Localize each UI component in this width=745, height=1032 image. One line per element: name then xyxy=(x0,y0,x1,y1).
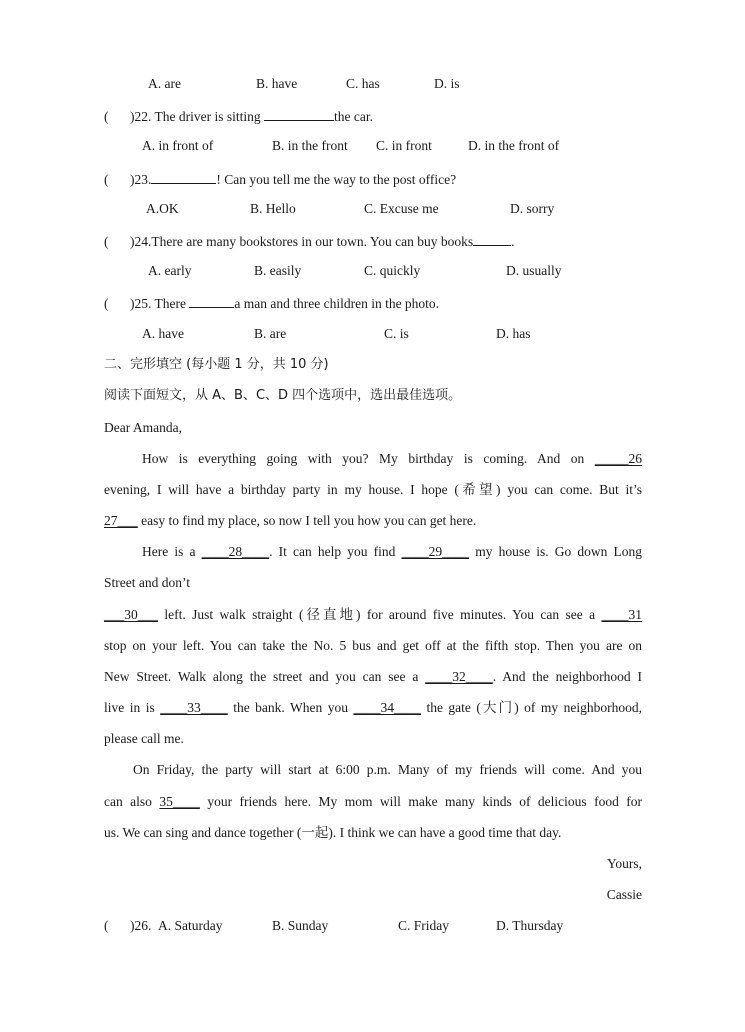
letter-signature: Cassie xyxy=(606,887,642,902)
q24-option-c: C. quickly xyxy=(364,263,421,278)
q22-option-d: D. in the front of xyxy=(468,138,560,153)
q24-option-d: D. usually xyxy=(506,263,562,278)
letter-p2-line7: please call me. xyxy=(104,731,184,746)
question-23 xyxy=(104,169,642,189)
answer-paren-close: ) xyxy=(130,234,135,249)
q21-option-d: D. is xyxy=(434,76,460,91)
answer-blank[interactable] xyxy=(264,106,334,121)
question-stem: There xyxy=(154,296,186,311)
question-stem: There are many bookstores in our town. You can buy books xyxy=(151,234,474,249)
blank-27[interactable]: 27___ xyxy=(104,513,138,528)
q26-option-d: D. Thursday xyxy=(496,918,564,933)
answer-paren-close: ) xyxy=(130,918,135,933)
q22-option-a: A. in front of xyxy=(142,138,214,153)
q22-option-b: B. in the front xyxy=(272,138,348,153)
q25-option-c: C. is xyxy=(384,326,409,341)
letter-p3-line1: On Friday, the party will start at 6:00 p.m. Many of my friends will come. And you xyxy=(133,762,642,777)
letter-greeting: Dear Amanda, xyxy=(104,420,182,435)
q23-option-d: D. sorry xyxy=(510,201,555,216)
blank-28[interactable]: ____28____ xyxy=(201,544,270,559)
letter-p1-line2: evening, I will have a birthday party in my house. I hope (希望) you can come. But it’s xyxy=(104,482,642,497)
q25-option-a: A. have xyxy=(142,326,184,341)
question-stem-end: a man and three children in the photo. xyxy=(234,296,440,311)
blank-33[interactable]: ____33____ xyxy=(160,700,228,715)
letter-p2-line3: ___30___ left. Just walk straight (径直地) for around five minutes. You can see a ____31 xyxy=(104,607,642,622)
blank-34[interactable]: ____34____ xyxy=(353,700,421,715)
question-22 xyxy=(104,106,642,126)
answer-blank[interactable] xyxy=(151,169,216,184)
letter-p3-line3: us. We can sing and dance together (一起). I think we can have a good time that day. xyxy=(104,825,562,840)
q26-option-c: C. Friday xyxy=(398,918,450,933)
q25-option-d: D. has xyxy=(496,326,531,341)
q24-option-a: A. early xyxy=(148,263,192,278)
letter-closing: Yours, xyxy=(606,856,642,871)
question-number: 22. xyxy=(134,109,152,124)
q26-option-b: B. Sunday xyxy=(272,918,329,933)
blank-26[interactable]: _____26 xyxy=(594,451,642,466)
answer-paren-open: ( xyxy=(104,234,109,249)
answer-paren-open: ( xyxy=(104,172,109,187)
blank-30[interactable]: ___30___ xyxy=(104,607,158,622)
letter-p2-line6: live in is ____33____ the bank. When you ____34____ the gate (大门) of my neighborhood, xyxy=(104,700,643,715)
q23-option-a: A.OK xyxy=(146,201,179,216)
question-number: 26. xyxy=(134,918,152,933)
letter-p2-line5: New Street. Walk along the street and you can see a ____32____. And the neighborhood I xyxy=(104,669,643,684)
q23-option-b: B. Hello xyxy=(250,201,296,216)
question-stem-end: the car. xyxy=(334,109,373,124)
blank-29[interactable]: ____29____ xyxy=(401,544,470,559)
letter-p2-line4: stop on your left. You can take the No. 5 bus and get off at the fifth stop. Then you are on xyxy=(104,638,642,653)
question-25 xyxy=(104,293,642,313)
section-heading: 二、完形填空 (每小题 1 分，共 10 分) xyxy=(104,357,329,372)
answer-paren-close: ) xyxy=(130,296,135,311)
q21-option-b: B. have xyxy=(256,76,298,91)
letter-p2-line2: Street and don’t xyxy=(104,575,190,590)
q22-option-c: C. in front xyxy=(376,138,432,153)
answer-paren-open: ( xyxy=(104,109,109,124)
question-stem: The driver is sitting xyxy=(154,109,261,124)
letter-p1-line1: How is everything going with you? My birthday is coming. And on _____26 xyxy=(142,451,642,466)
blank-35[interactable]: 35____ xyxy=(159,794,200,809)
question-stem-end: . xyxy=(511,234,515,249)
q21-option-a: A. are xyxy=(148,76,181,91)
answer-paren-close: ) xyxy=(130,109,135,124)
blank-32[interactable]: ____32____ xyxy=(425,669,493,684)
q24-option-b: B. easily xyxy=(254,263,302,278)
question-number: 24. xyxy=(134,234,152,249)
letter-p1-line3: 27___ easy to find my place, so now I tell you how you can get here. xyxy=(104,513,477,528)
answer-paren-close: ) xyxy=(130,172,135,187)
question-number: 25. xyxy=(134,296,152,311)
q25-option-b: B. are xyxy=(254,326,287,341)
question-number: 23. xyxy=(134,172,152,187)
answer-paren-open: ( xyxy=(104,918,109,933)
q23-option-c: C. Excuse me xyxy=(364,201,439,216)
question-stem: ! Can you tell me the way to the post office? xyxy=(216,172,457,187)
letter-p2-line1: Here is a ____28____. It can help you find ____29____ my house is. Go down Long xyxy=(142,544,643,559)
answer-blank[interactable] xyxy=(189,293,234,308)
question-24 xyxy=(104,231,642,251)
q21-option-c: C. has xyxy=(346,76,380,91)
blank-31[interactable]: ____31 xyxy=(601,607,642,622)
question-26 xyxy=(104,917,642,935)
section-instruction: 阅读下面短文，从 A、B、C、D 四个选项中，选出最佳选项。 xyxy=(104,388,462,403)
answer-blank[interactable] xyxy=(473,231,511,246)
answer-paren-open: ( xyxy=(104,296,109,311)
letter-p3-line2: can also 35____ your friends here. My mom will make many kinds of delicious food for xyxy=(104,794,643,809)
q26-option-a: A. Saturday xyxy=(158,918,223,933)
